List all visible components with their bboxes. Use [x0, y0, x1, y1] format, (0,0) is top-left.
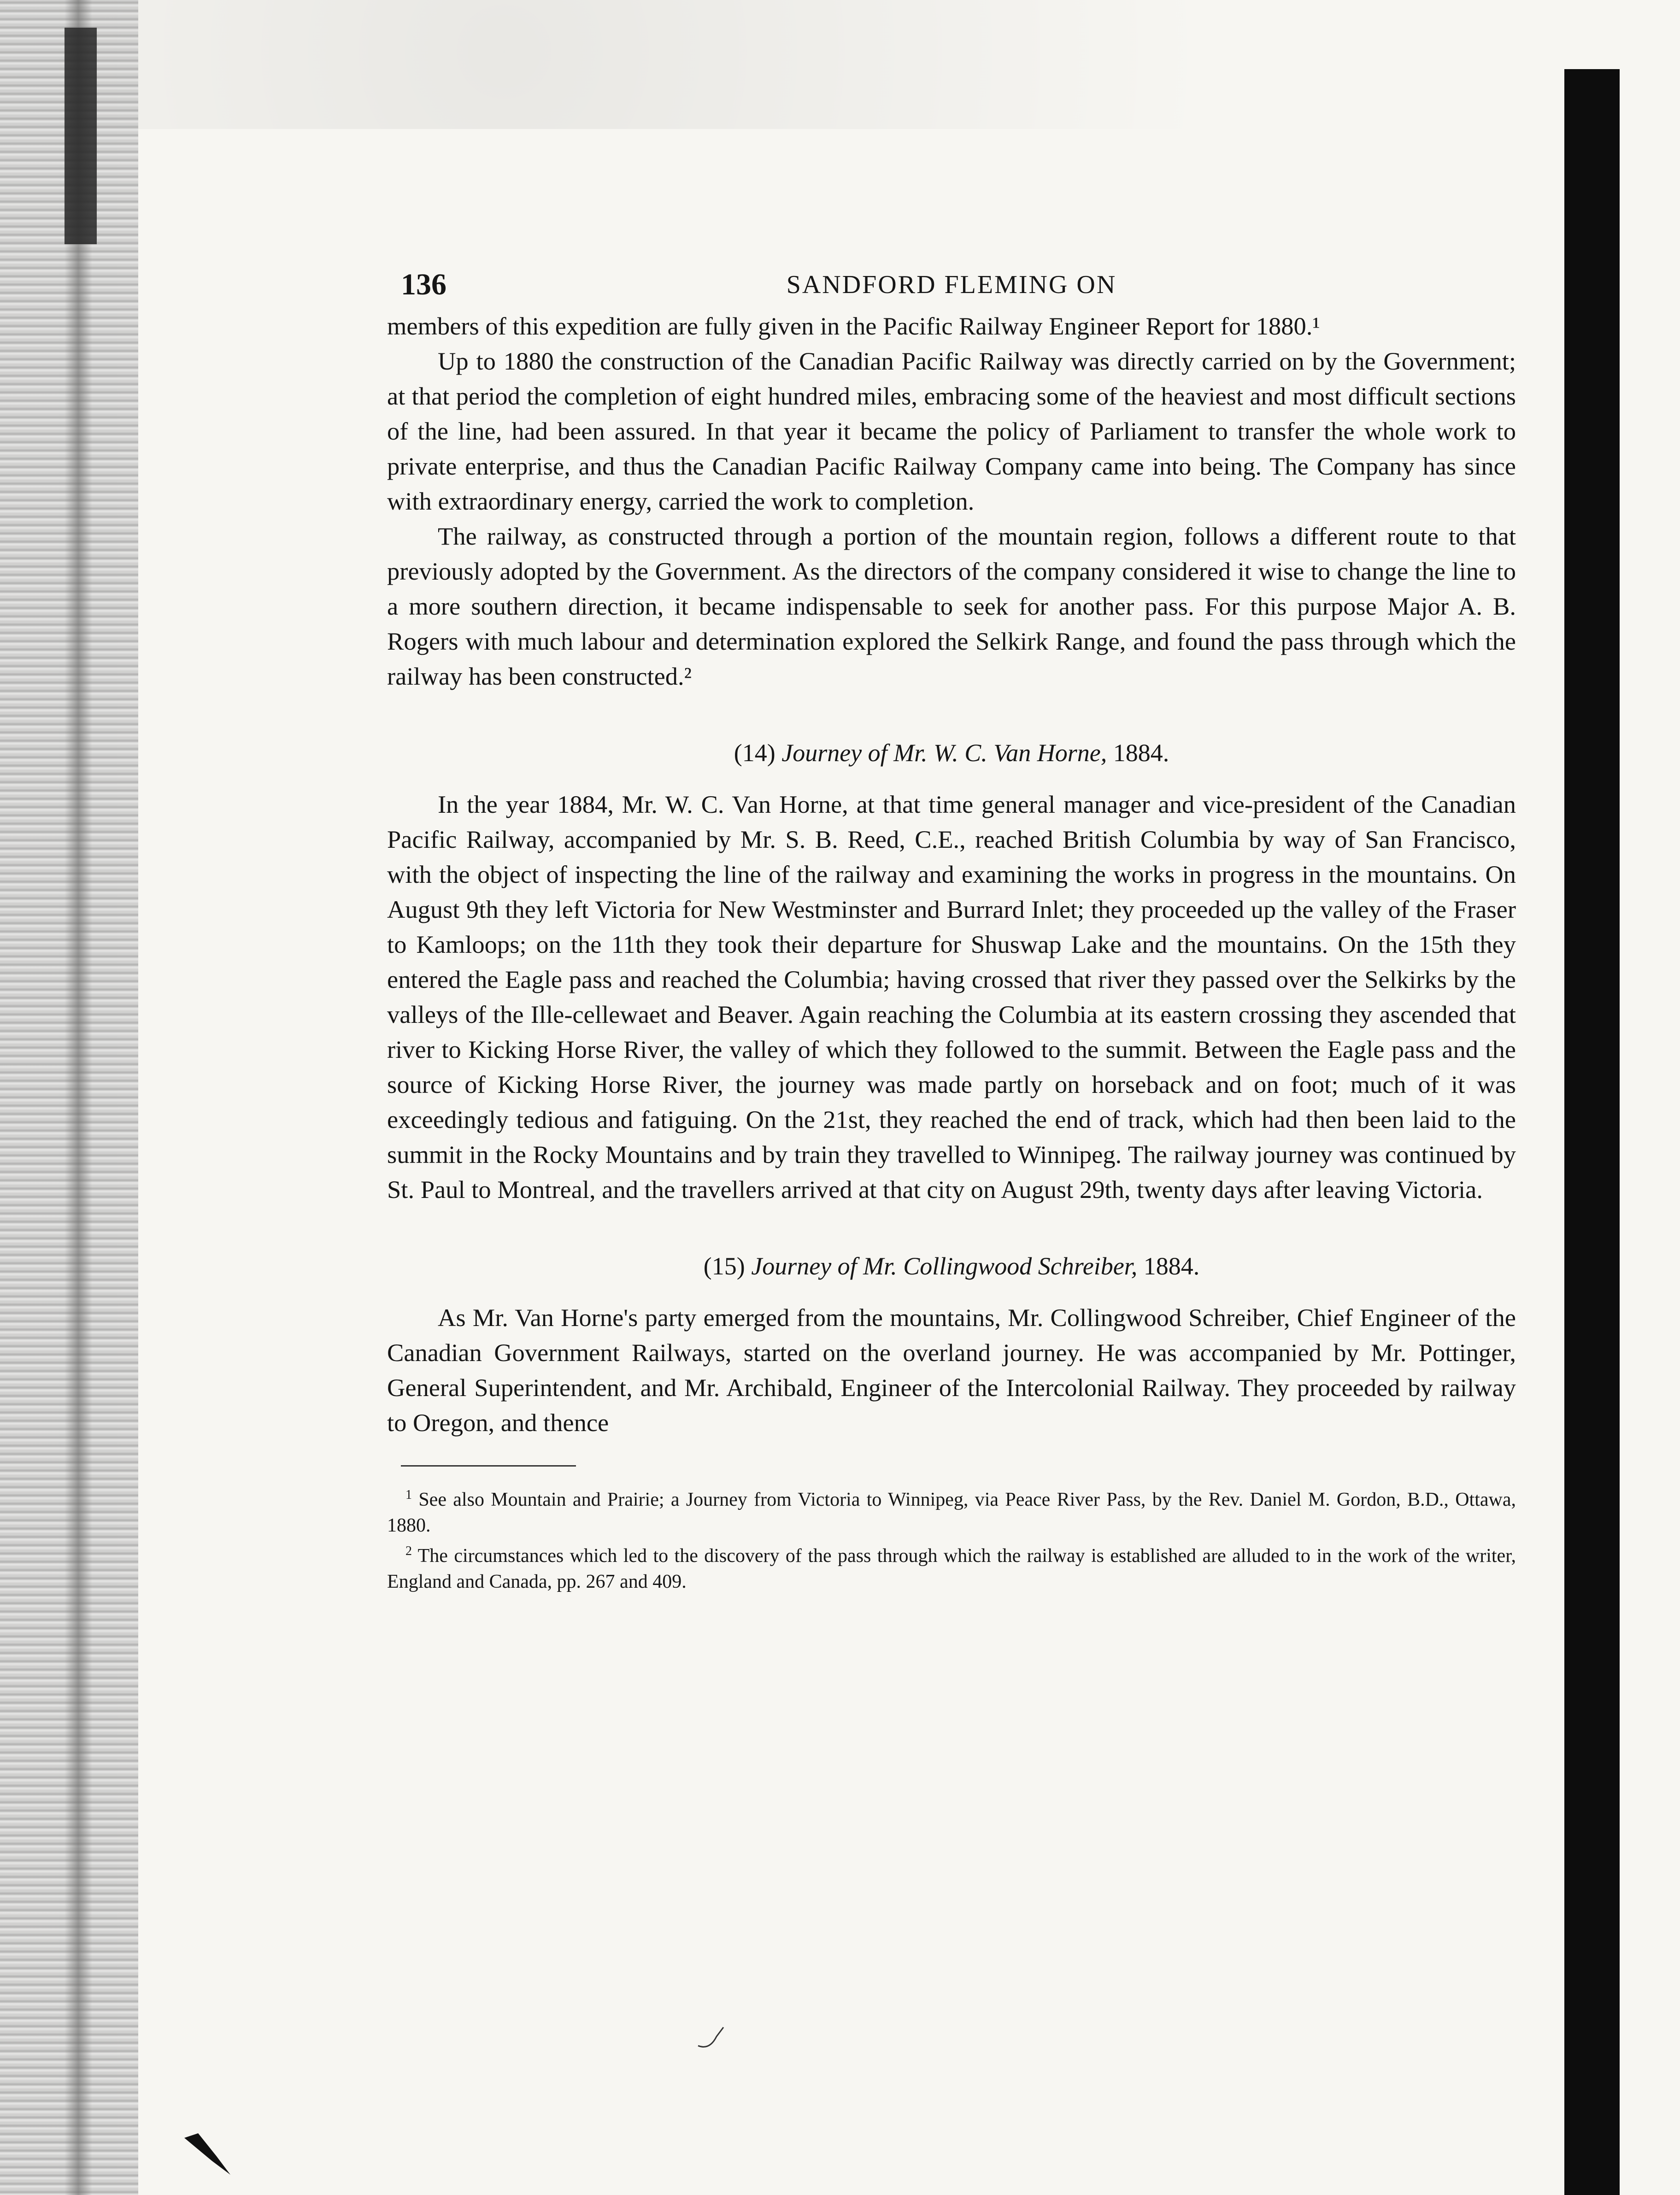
- section-title: Journey of Mr. W. C. Van Horne,: [781, 739, 1107, 767]
- scan-dark-mark-left: [65, 28, 97, 244]
- section-year: 1884.: [1143, 1252, 1200, 1280]
- paragraph-route-change: The railway, as constructed through a portion of the mountain region, follows a different route to that previously adopted by the Government. As the directors of the company considered it wise to change the line to a more southern direction, it became indispensable to seek for another pass. For this purpose Major A. B. Rogers with much labour and determination explored the Selkirk Range, and found the pass through which the railway has been constructed.²: [387, 522, 1516, 690]
- paragraph-continuation: members of this expedition are fully given in the Pacific Railway Engineer Report for 1880.¹: [387, 312, 1320, 340]
- footnote-1: [387, 1482, 1516, 1538]
- section-heading-14: [387, 735, 1516, 770]
- section-heading-15: [387, 1249, 1516, 1284]
- footnote-text: See also Mountain and Prairie; a Journey from Victoria to Winnipeg, via Peace River Pass, by the Rev. Daniel M. Gordon, B.D., Ottawa, 1880.: [387, 1489, 1516, 1536]
- footnote-2: [387, 1538, 1516, 1595]
- footnote-text: The circumstances which led to the discovery of the pass through which the railway is established are alluded to in the work of the writer, England and Canada, pp. 267 and 409.: [387, 1545, 1516, 1592]
- paragraph-van-horne-journey: In the year 1884, Mr. W. C. Van Horne, at that time general manager and vice-president of the Canadian Pacific Railway, accompanied by Mr. S. B. Reed, C.E., reached British Columbia by way of San Francisco, with the object of inspecting the line of the railway and examining the works in progress in the mountains. On August 9th they left Victoria for New Westminster and Burrard Inlet; they proceeded up the valley of the Fraser to Kamloops; on the 11th they took their departure for Shuswap Lake and the mountains. On the 15th they entered the Eagle pass and reached the Columbia; having crossed that river they passed over the Selkirks by the valleys of the Ille-cellewaet and Beaver. Again reaching the Columbia at its eastern crossing they ascended that river to Kicking Horse River, the valley of which they followed to the summit. Between the Eagle pass and the source of Kicking Horse River, the journey was made partly on horseback and on foot; much of it was exceedingly tedious and fatiguing. On the 21st, they reached the end of track, which had then been laid to the summit in the Rocky Mountains and by train they travelled to Winnipeg. The railway journey was continued by St. Paul to Montreal, and the travellers arrived at that city on August 29th, twenty days after leaving Victoria.: [387, 790, 1516, 1203]
- footnote-rule: [401, 1465, 576, 1467]
- section-year: 1884.: [1113, 739, 1169, 767]
- footnote-marker: 2: [405, 1544, 412, 1558]
- pencil-tick-mark: [696, 2023, 733, 2055]
- scan-left-edge: [0, 0, 138, 2195]
- scan-noise: [0, 0, 1680, 129]
- scan-dark-bar-right: [1564, 69, 1620, 2195]
- running-head: [387, 258, 1516, 309]
- running-title: SANDFORD FLEMING ON: [786, 270, 1117, 299]
- section-number: (14): [734, 739, 775, 767]
- section-title: Journey of Mr. Collingwood Schreiber,: [751, 1252, 1138, 1280]
- section-number: (15): [703, 1252, 745, 1280]
- paragraph-cpr-construction: Up to 1880 the construction of the Canadian Pacific Railway was directly carried on by the Government; at that period the completion of eight hundred miles, embracing some of the heaviest and most difficult sections of the line, had been assured. In that year it became the policy of Parliament to transfer the whole work to private enterprise, and thus the Canadian Pacific Railway Company came into being. The Company has since with extraordinary energy, carried the work to completion.: [387, 347, 1516, 515]
- page-number: 136: [401, 268, 446, 301]
- footnote-marker: 1: [405, 1488, 412, 1502]
- ink-blot-mark: [180, 2129, 235, 2179]
- paragraph-schreiber-journey: As Mr. Van Horne's party emerged from the mountains, Mr. Collingwood Schreiber, Chief Engineer of the Canadian Government Railways, started on the overland journey. He was accompanied by Mr. Pottinger, General Superintendent, and Mr. Archibald, Engineer of the Intercolonial Railway. They proceeded by railway to Oregon, and thence: [387, 1303, 1516, 1437]
- document-page: [387, 258, 1516, 1963]
